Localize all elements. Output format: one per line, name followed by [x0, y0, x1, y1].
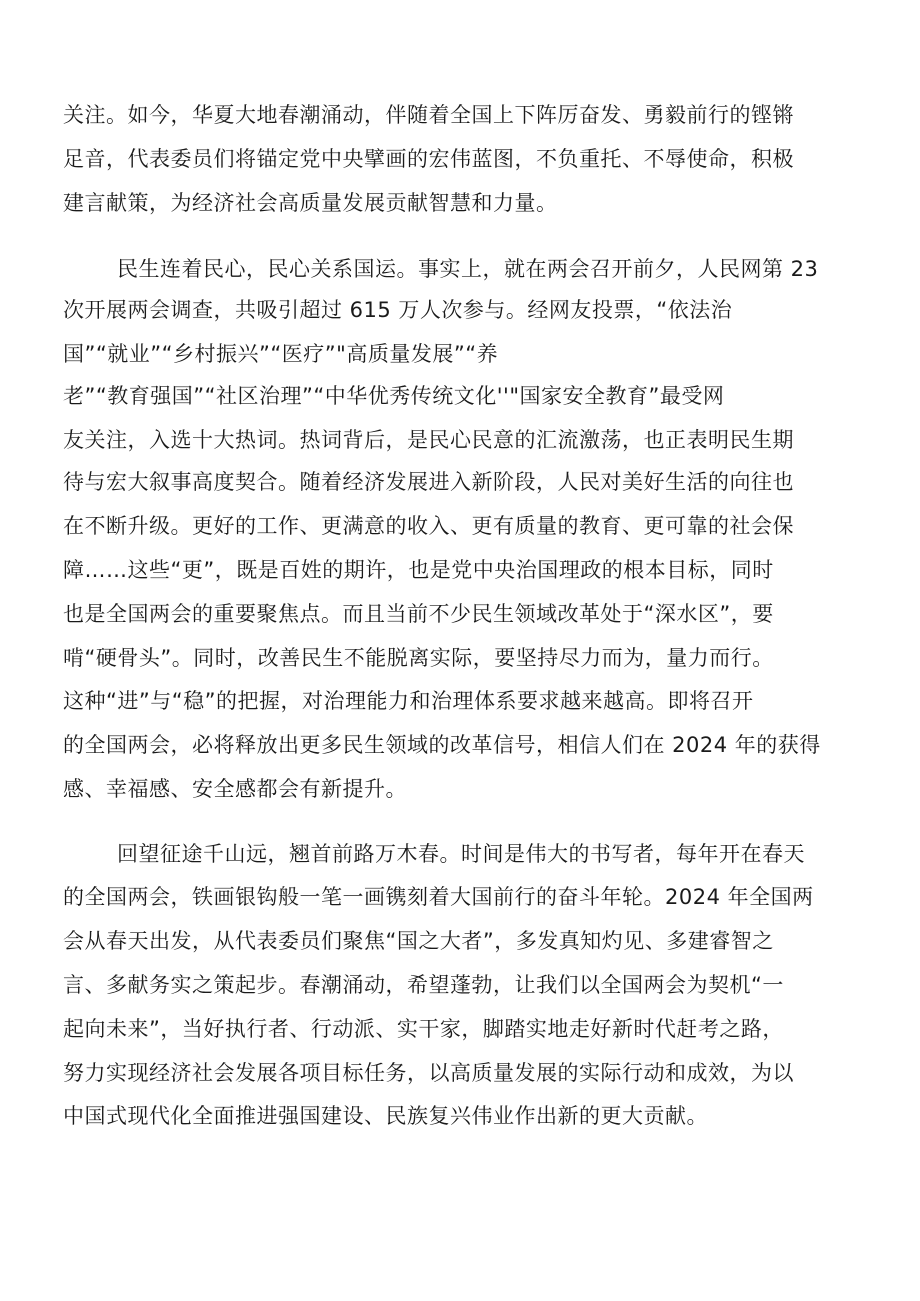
paragraph-2-line-12: 的全国两会，必将释放出更多民生领域的改革信号，相信人们在 2024 年的获得	[63, 733, 821, 757]
paragraph-2-line-8: 障……这些“更”，既是百姓的期许，也是党中央治国理政的根本目标，同时	[63, 558, 774, 582]
paragraph-2-line-13: 感、幸福感、安全感都会有新提升。	[63, 777, 407, 801]
paragraph-3-line-3: 会从春天出发，从代表委员们聚焦“国之大者”，多发真知灼见、多建睿智之	[63, 929, 774, 953]
paragraph-3-line-2: 的全国两会，铁画银钩般一笔一画镌刻着大国前行的奋斗年轮。2024 年全国两	[63, 885, 814, 909]
paragraph-1-line-3: 建言献策，为经济社会高质量发展贡献智慧和力量。	[63, 191, 558, 215]
paragraph-2-line-2: 次开展两会调查，共吸引超过 615 万人次参与。经网友投票，“依法治	[63, 298, 733, 322]
paragraph-2-line-5: 友关注，入选十大热词。热词背后，是民心民意的汇流激荡，也正表明民生期	[63, 428, 794, 452]
paragraph-3-line-7: 中国式现代化全面推进强国建设、民族复兴伟业作出新的更大贡献。	[63, 1104, 708, 1128]
paragraph-2-line-3: 国”“就业”“乡村振兴”“医疗”"高质量发展”“养	[63, 342, 499, 366]
paragraph-3-line-1: 回望征途千山远，翘首前路万木春。时间是伟大的书写者，每年开在春天	[117, 842, 805, 866]
paragraph-2-line-1: 民生连着民心，民心关系国运。事实上，就在两会召开前夕，人民网第 23	[117, 257, 819, 281]
paragraph-2-line-7: 在不断升级。更好的工作、更满意的收入、更有质量的教育、更可靠的社会保	[63, 514, 794, 538]
paragraph-2-line-6: 待与宏大叙事高度契合。随着经济发展进入新阶段，人民对美好生活的向往也	[63, 470, 794, 494]
paragraph-1-line-2: 足音，代表委员们将锚定党中央擘画的宏伟蓝图，不负重托、不辱使命，积极	[63, 147, 794, 171]
paragraph-3-line-6: 努力实现经济社会发展各项目标任务，以高质量发展的实际行动和成效，为以	[63, 1061, 794, 1085]
paragraph-2-line-9: 也是全国两会的重要聚焦点。而且当前不少民生领域改革处于“深水区”，要	[63, 602, 774, 626]
paragraph-1-line-1: 关注。如今，华夏大地春潮涌动，伴随着全国上下阵厉奋发、勇毅前行的铿锵	[63, 103, 794, 127]
paragraph-2-line-10: 啃“硬骨头”。同时，改善民生不能脱离实际，要坚持尽力而为，量力而行。	[63, 646, 774, 670]
paragraph-2-line-4: 老”“教育强国”“社区治理”“中华优秀传统文化''"国家安全教育”最受网	[63, 384, 725, 408]
paragraph-3-line-4: 言、多献务实之策起步。春潮涌动，希望蓬勃，让我们以全国两会为契机“一	[63, 973, 784, 997]
paragraph-2-line-11: 这种“进”与“稳”的把握，对治理能力和治理体系要求越来越高。即将召开	[63, 689, 754, 713]
paragraph-3-line-5: 起向未来”，当好执行者、行动派、实干家，脚踏实地走好新时代赶考之路，	[63, 1017, 784, 1041]
